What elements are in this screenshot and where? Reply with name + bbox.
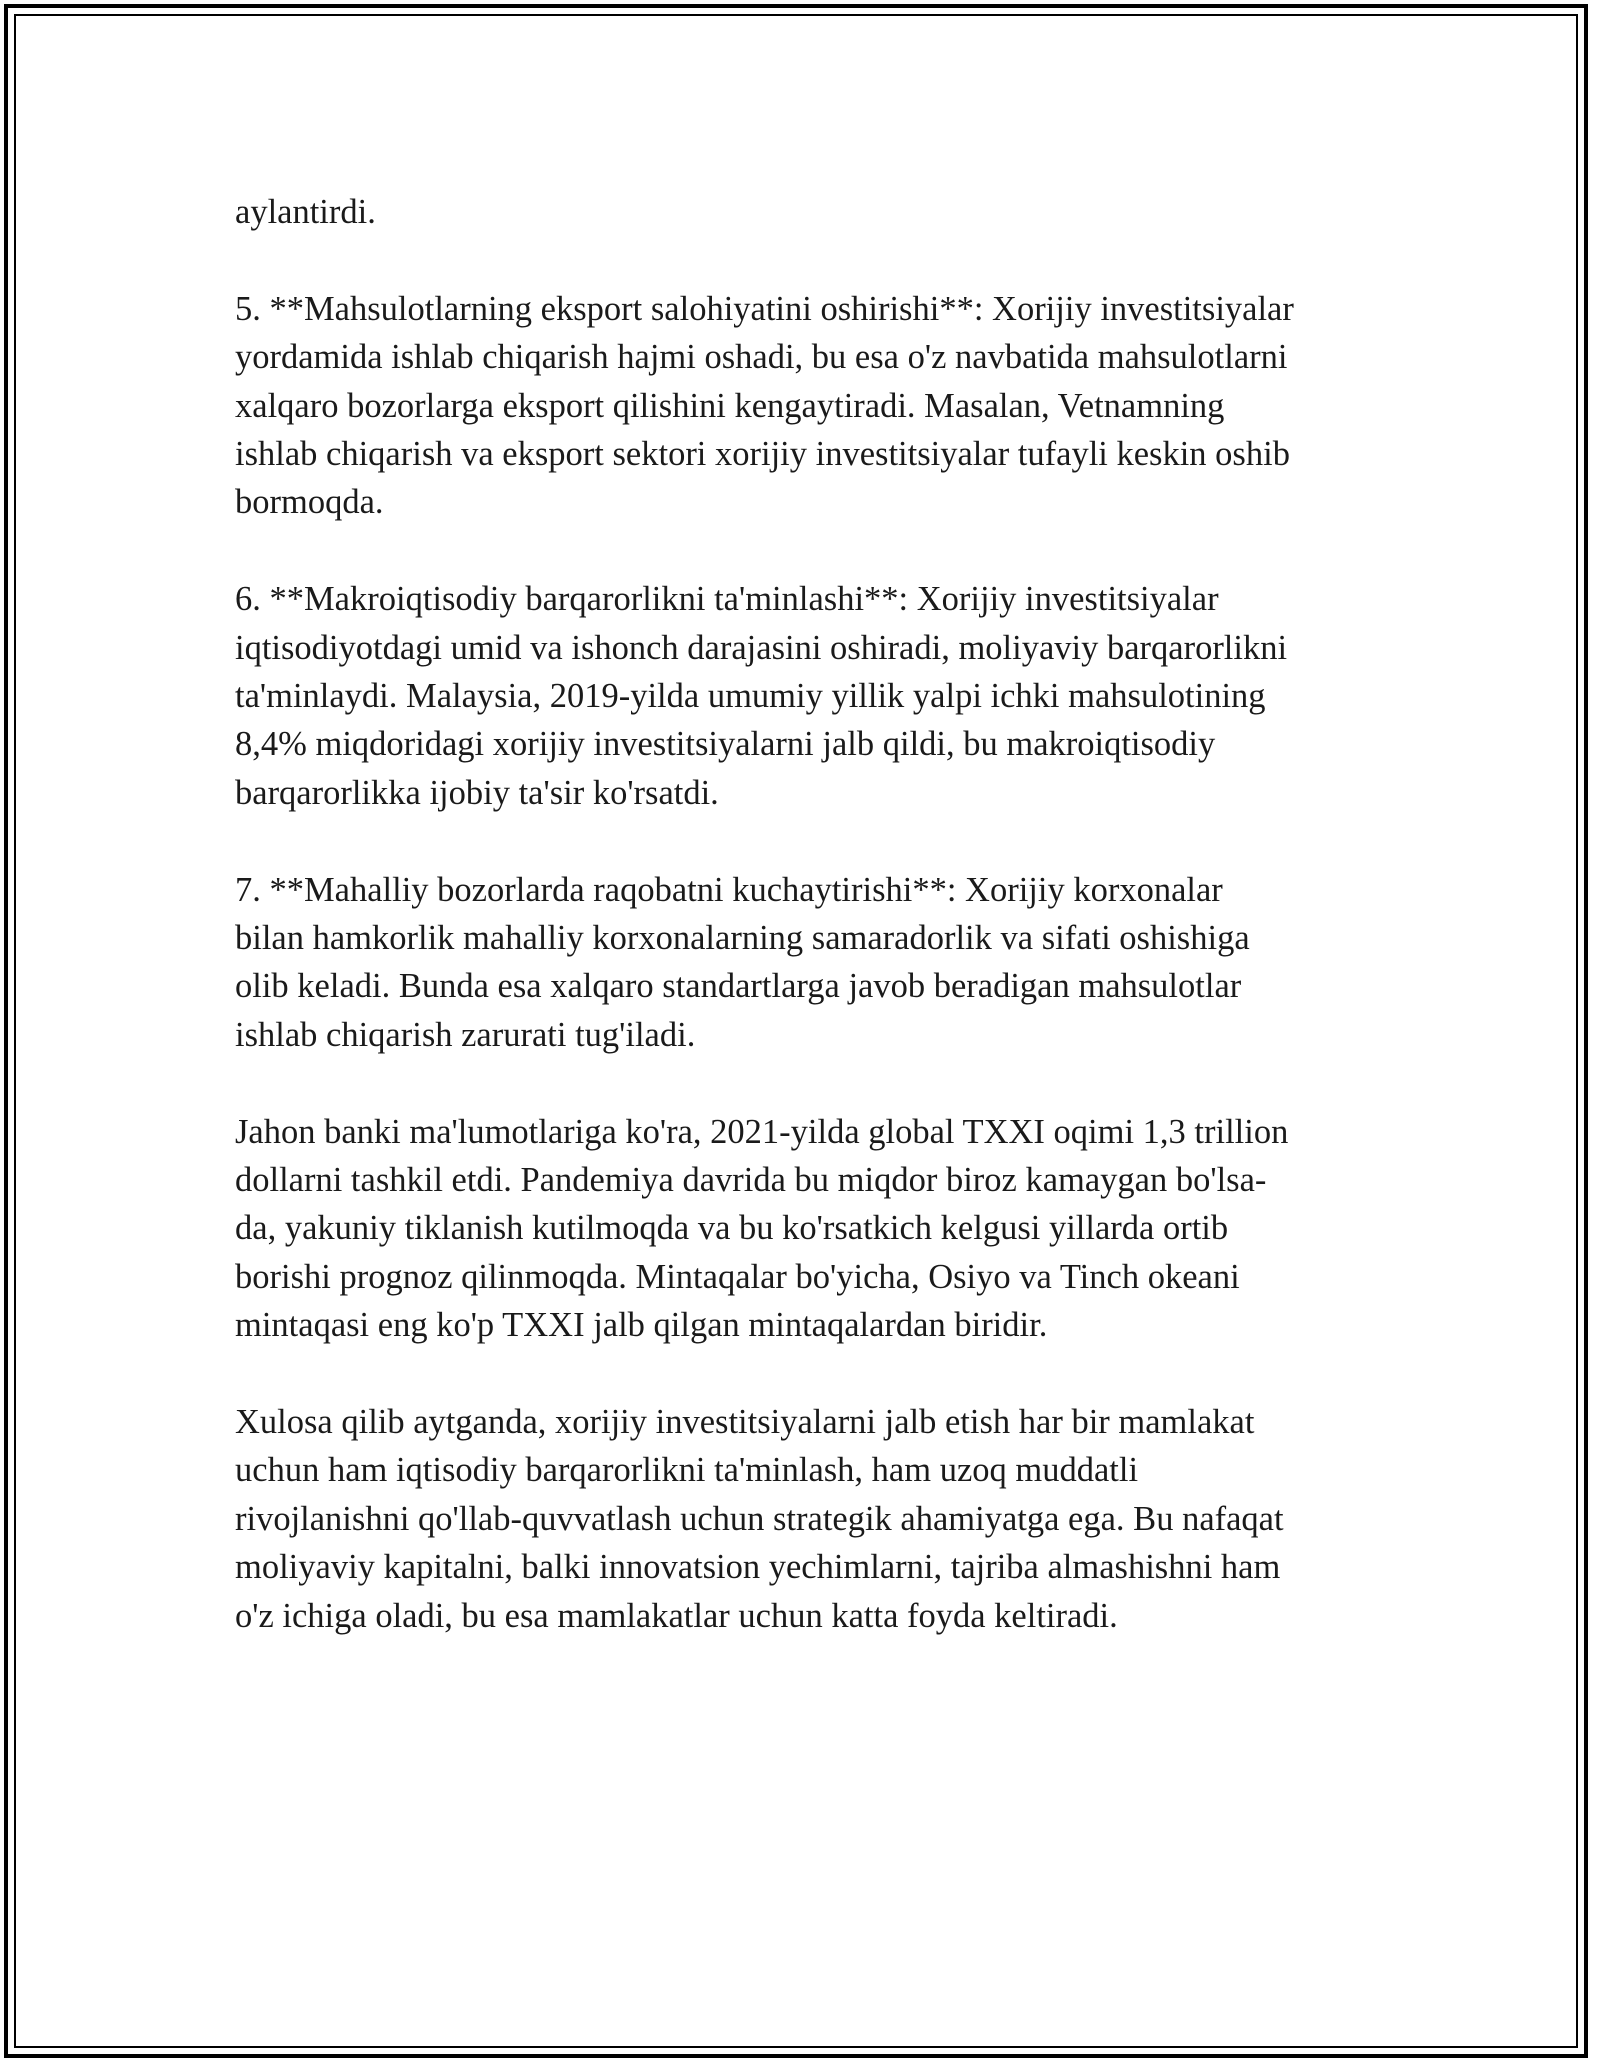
text-line: borishi prognoz qilinmoqda. Mintaqalar bo'yicha, Osiyo va Tinch okeani xyxy=(235,1257,1240,1296)
paragraph-item-5 xyxy=(235,285,1370,527)
text-line: xalqaro bozorlarga eksport qilishini kengaytiradi. Masalan, Vetnamning xyxy=(235,386,1225,425)
text-line: 5. **Mahsulotlarning eksport salohiyatini oshirishi**: Xorijiy investitsiyalar xyxy=(235,289,1294,328)
text-line: bilan hamkorlik mahalliy korxonalarning samaradorlik va sifati oshishiga xyxy=(235,919,1250,958)
text-line: ta'minlaydi. Malaysia, 2019-yilda umumiy yillik yalpi ichki mahsulotining xyxy=(235,677,1266,716)
text-line: rivojlanishni qo'llab-quvvatlash uchun strategik ahamiyatga ega. Bu nafaqat xyxy=(235,1499,1284,1538)
text-line: 7. **Mahalliy bozorlarda raqobatni kuchaytirishi**: Xorijiy korxonalar xyxy=(235,870,1223,909)
text-line: uchun ham iqtisodiy barqarorlikni ta'minlash, ham uzoq muddatli xyxy=(235,1451,1139,1490)
text-line: ishlab chiqarish va eksport sektori xorijiy investitsiyalar tufayli keskin oshib xyxy=(235,435,1290,474)
text-line: o'z ichiga oladi, bu esa mamlakatlar uchun katta foyda keltiradi. xyxy=(235,1596,1118,1635)
text-line: 8,4% miqdoridagi xorijiy investitsiyalarni jalb qildi, bu makroiqtisodiy xyxy=(235,725,1216,764)
text-line: Xulosa qilib aytganda, xorijiy investitsiyalarni jalb etish har bir mamlakat xyxy=(235,1403,1255,1442)
text-line: moliyaviy kapitalni, balki innovatsion yechimlarni, tajriba almashishni ham xyxy=(235,1548,1281,1587)
text-line: olib keladi. Bunda esa xalqaro standartlarga javob beradigan mahsulotlar xyxy=(235,967,1242,1006)
paragraph-continuation xyxy=(235,188,1370,236)
text-line: ishlab chiqarish zarurati tug'iladi. xyxy=(235,1015,696,1054)
paragraph-item-7 xyxy=(235,866,1370,1060)
text-line: aylantirdi. xyxy=(235,193,376,231)
document-body xyxy=(235,188,1370,1689)
text-line: bormoqda. xyxy=(235,483,384,522)
text-line: iqtisodiyotdagi umid va ishonch darajasini oshiradi, moliyaviy barqarorlikni xyxy=(235,628,1288,667)
text-line: da, yakuniy tiklanish kutilmoqda va bu ko'rsatkich kelgusi yillarda ortib xyxy=(235,1209,1229,1248)
text-line: dollarni tashkil etdi. Pandemiya davrida bu miqdor biroz kamaygan bo'lsa- xyxy=(235,1161,1267,1200)
text-line: yordamida ishlab chiqarish hajmi oshadi, bu esa o'z navbatida mahsulotlarni xyxy=(235,338,1288,377)
text-line: mintaqasi eng ko'p TXXI jalb qilgan mintaqalardan biridir. xyxy=(235,1306,1048,1345)
text-line: Jahon banki ma'lumotlariga ko'ra, 2021-yilda global TXXI oqimi 1,3 trillion xyxy=(235,1112,1289,1151)
paragraph-world-bank xyxy=(235,1108,1370,1350)
text-line: 6. **Makroiqtisodiy barqarorlikni ta'minlashi**: Xorijiy investitsiyalar xyxy=(235,580,1219,619)
paragraph-conclusion xyxy=(235,1398,1370,1640)
text-line: barqarorlikka ijobiy ta'sir ko'rsatdi. xyxy=(235,773,719,812)
paragraph-item-6 xyxy=(235,575,1370,817)
